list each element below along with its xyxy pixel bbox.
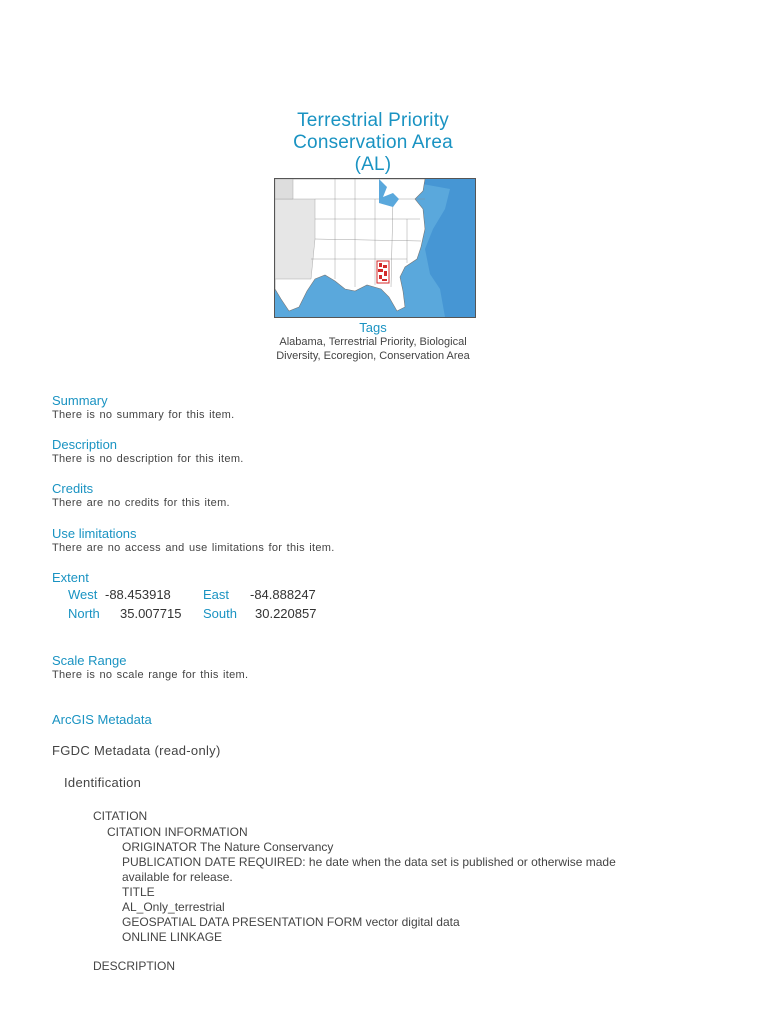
- north-value: 35.007715: [120, 606, 182, 621]
- extent-section: [52, 570, 89, 585]
- credits-section: [52, 481, 230, 510]
- east-label: East: [203, 587, 230, 602]
- west-value: -88.453918: [105, 587, 171, 602]
- arcgis-metadata-section: [52, 712, 152, 727]
- description-heading-caps: DESCRIPTION: [93, 959, 176, 973]
- east-value: -84.888247: [250, 587, 316, 602]
- arcgis-metadata-heading: ArcGIS Metadata: [52, 712, 152, 727]
- title-line-1: Terrestrial Priority: [297, 110, 449, 131]
- extent-heading: Extent: [52, 570, 89, 585]
- scale-range-heading: Scale Range: [52, 653, 127, 668]
- citation-heading: CITATION: [93, 809, 148, 823]
- use-limitations-section: [52, 526, 335, 555]
- title-label: TITLE: [122, 885, 155, 899]
- tags-heading: Tags: [359, 320, 387, 335]
- tags-line-2: Diversity, Ecoregion, Conservation Area: [276, 350, 470, 362]
- originator: ORIGINATOR The Nature Conservancy: [122, 840, 334, 854]
- page-title: [230, 110, 516, 176]
- summary-heading: Summary: [52, 393, 108, 408]
- geospatial-form: GEOSPATIAL DATA PRESENTATION FORM vector digital data: [122, 915, 460, 929]
- title-line-3: (AL): [354, 154, 392, 175]
- publication-date-line-1: PUBLICATION DATE REQUIRED: he date when the data set is published or otherwise made: [122, 855, 616, 869]
- description-section: [52, 437, 244, 466]
- us-southeast-map: [275, 179, 475, 317]
- title-value: AL_Only_terrestrial: [122, 900, 225, 914]
- tags-list: [240, 335, 506, 363]
- south-label: South: [203, 606, 237, 621]
- use-limitations-heading: Use limitations: [52, 526, 137, 541]
- fgdc-heading: FGDC Metadata (read-only): [52, 743, 221, 758]
- description-text: There is no description for this item.: [52, 453, 244, 465]
- north-label: North: [68, 606, 100, 621]
- identification-heading: Identification: [64, 775, 142, 790]
- credits-heading: Credits: [52, 481, 94, 496]
- citation-info-heading: CITATION INFORMATION: [107, 825, 248, 839]
- summary-text: There is no summary for this item.: [52, 409, 235, 421]
- publication-date-line-2: available for release.: [122, 870, 233, 884]
- south-value: 30.220857: [255, 606, 317, 621]
- summary-section: [52, 393, 234, 422]
- tags-line-1: Alabama, Terrestrial Priority, Biological: [279, 336, 467, 348]
- west-label: West: [68, 587, 98, 602]
- online-linkage: ONLINE LINKAGE: [122, 930, 223, 944]
- thumbnail-map: [274, 178, 476, 318]
- title-line-2: Conservation Area: [293, 132, 453, 153]
- credits-text: There are no credits for this item.: [52, 497, 230, 509]
- scale-range-section: [52, 653, 248, 682]
- use-limitations-text: There are no access and use limitations for this item.: [52, 542, 335, 554]
- scale-range-text: There is no scale range for this item.: [52, 669, 249, 681]
- description-heading: Description: [52, 437, 118, 452]
